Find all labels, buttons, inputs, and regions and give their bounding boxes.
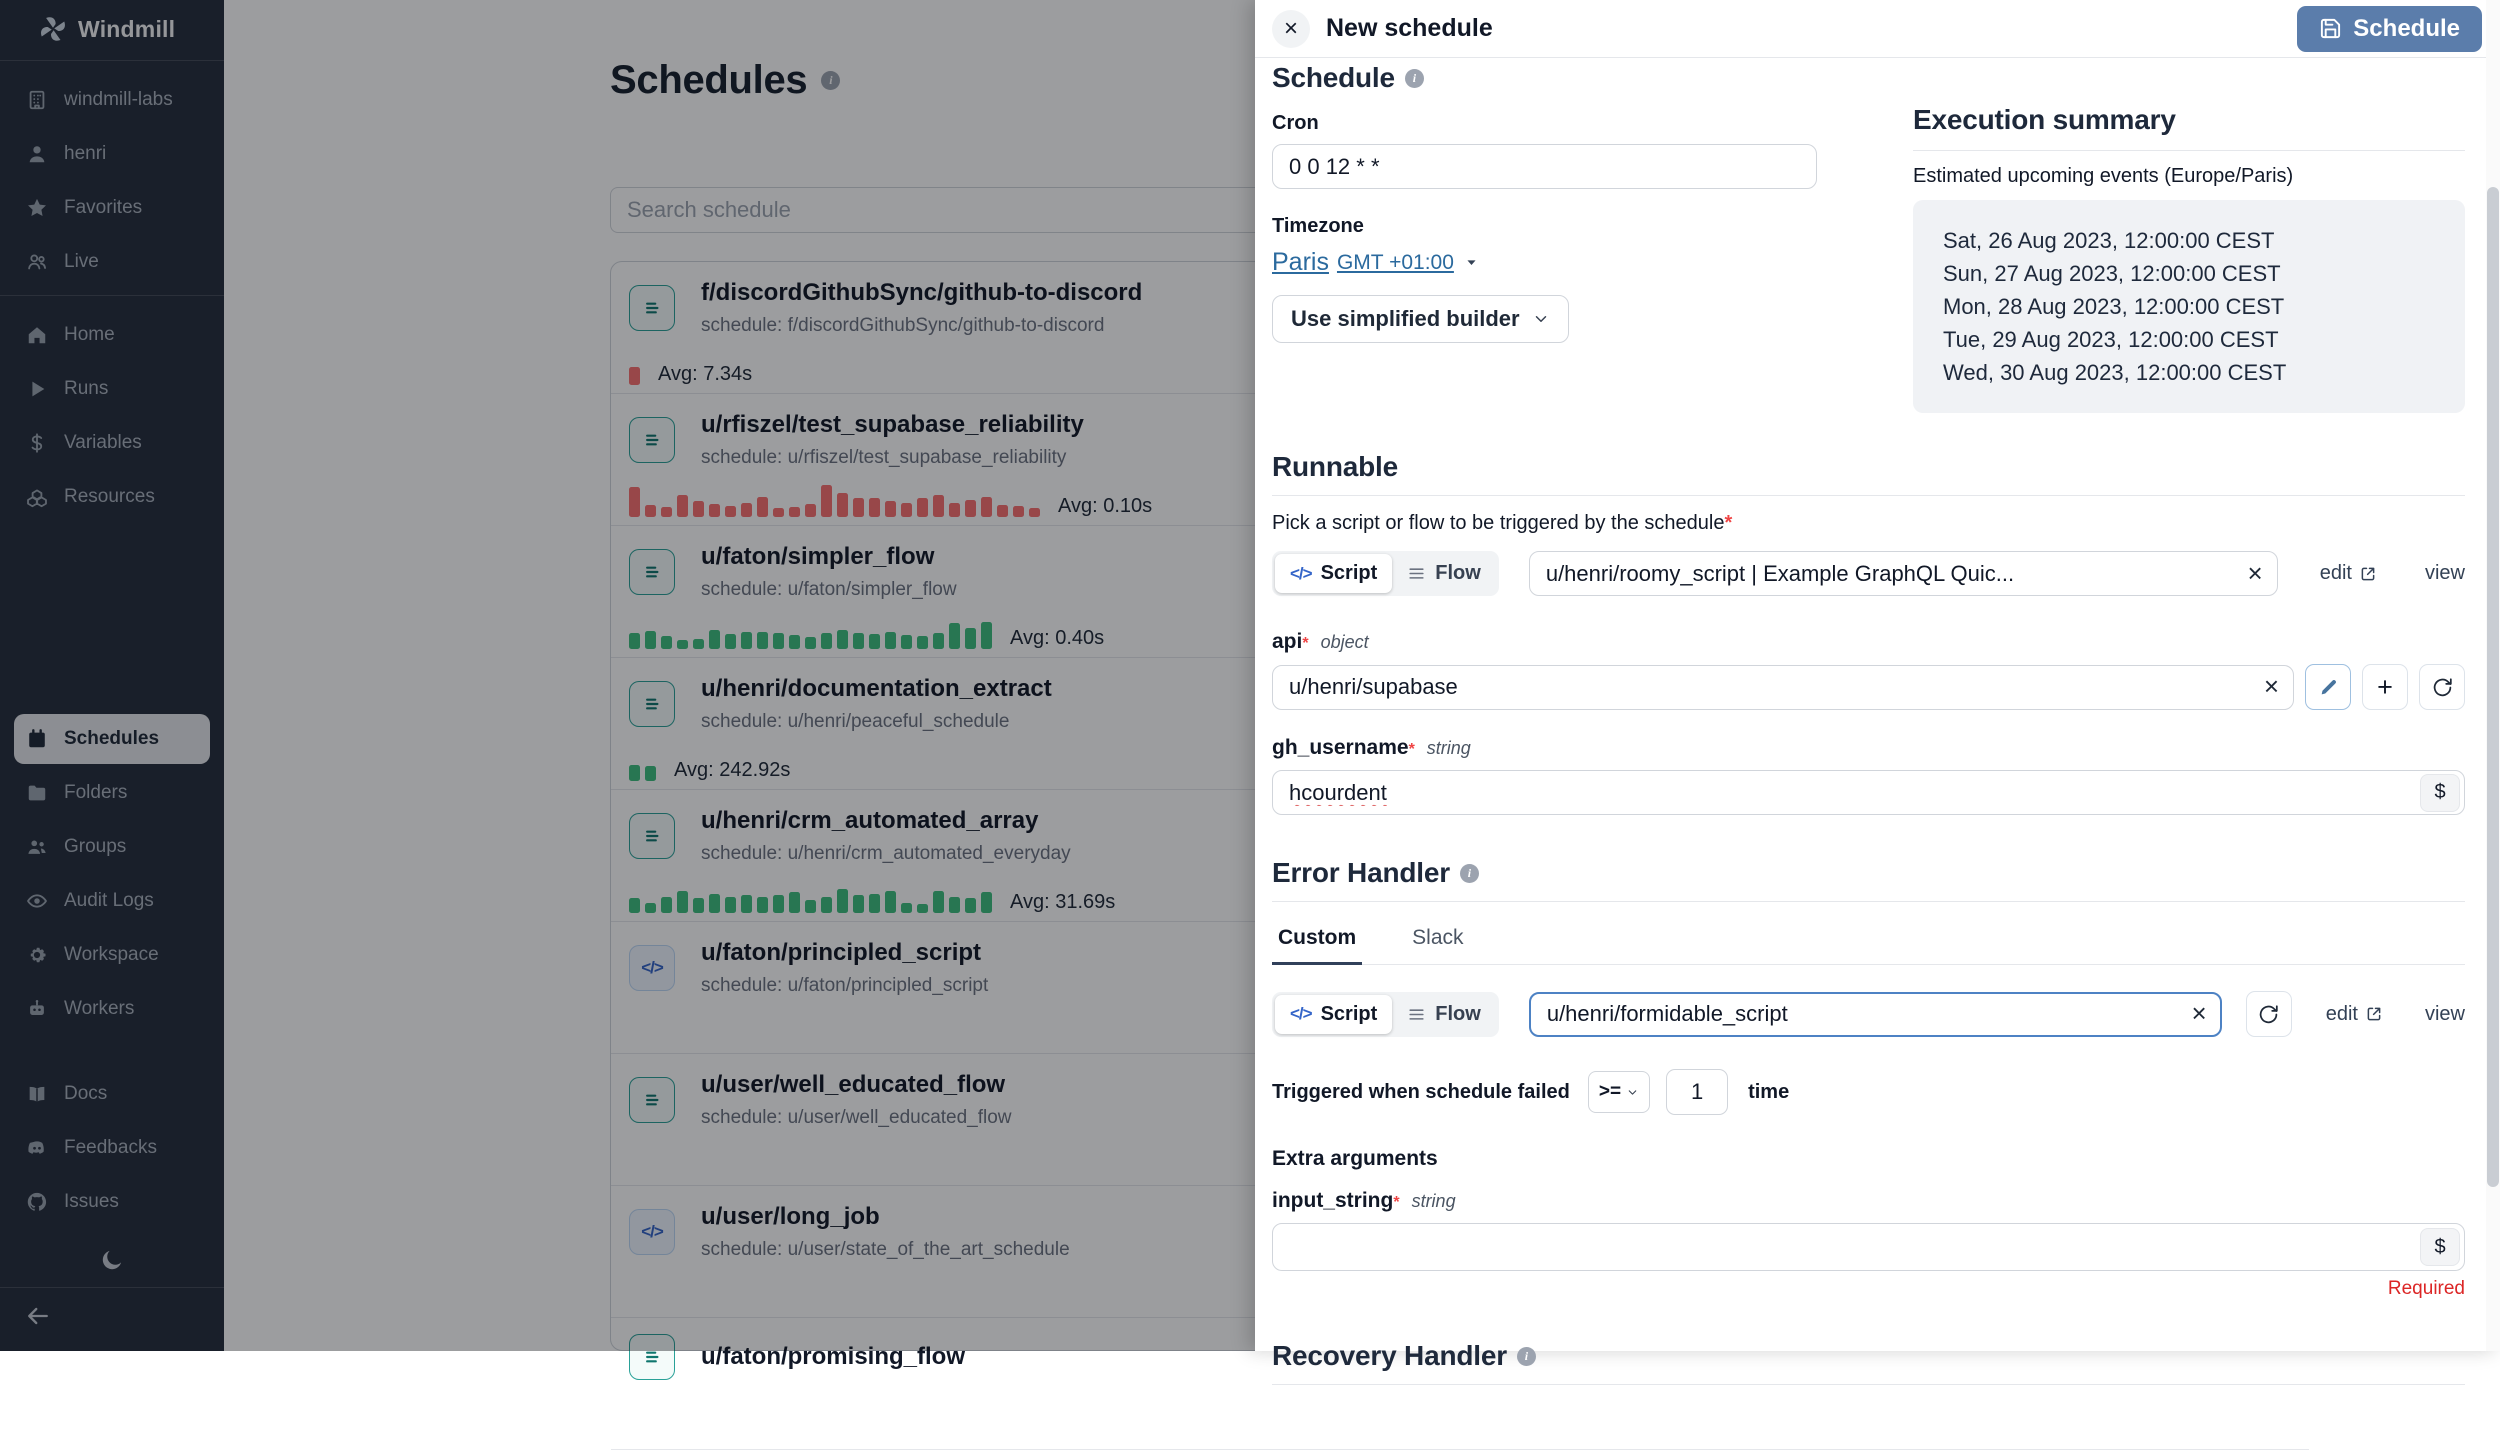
execution-summary [1913, 62, 2465, 413]
time-label: time [1748, 1080, 1790, 1103]
trigger-condition-label: Triggered when schedule failed [1272, 1080, 1570, 1103]
operator-select[interactable]: >= [1588, 1071, 1650, 1113]
chevron-down-icon [1532, 310, 1550, 328]
schedule-path: schedule: u/rfiszel/test_supabase_reliability [701, 447, 1067, 468]
input-string-input[interactable] [1272, 1223, 2465, 1271]
sidebar-item-label: Issues [64, 1191, 119, 1212]
api-arg-type: object [1320, 632, 1369, 652]
upcoming-event: Mon, 28 Aug 2023, 12:00:00 CEST [1943, 294, 2285, 319]
required-asterisk: * [1302, 635, 1309, 652]
timezone-city: Paris [1272, 248, 1329, 276]
cron-input[interactable] [1272, 144, 1817, 189]
sidebar-item-label: Home [64, 324, 115, 345]
gh-arg-type: string [1426, 738, 1471, 758]
add-resource-button[interactable]: + [2362, 664, 2408, 710]
sidebar-item-label: Runs [64, 378, 109, 399]
tab-slack[interactable]: Slack [1412, 926, 1464, 949]
drawer-scrollbar[interactable] [2486, 0, 2500, 1351]
script-flow-toggle [1272, 551, 1499, 596]
runnable-path-input[interactable] [1529, 551, 2278, 596]
toggle-flow[interactable]: Flow [1392, 995, 1496, 1034]
required-asterisk: * [1408, 741, 1415, 758]
sidebar-item-label: Groups [64, 836, 127, 857]
script-icon: </> [629, 1209, 675, 1255]
external-link-icon [2359, 565, 2377, 583]
refresh-icon [2432, 677, 2453, 698]
sidebar-item-label: Live [64, 251, 99, 272]
error-handler-section [1272, 857, 2465, 1300]
recovery-handler-section [1272, 1340, 2465, 1385]
upcoming-event: Tue, 29 Aug 2023, 12:00:00 CEST [1943, 327, 2279, 352]
schedule-name: u/faton/simpler_flow [701, 543, 935, 570]
view-runnable-link[interactable]: view [2424, 562, 2465, 584]
close-drawer-button[interactable]: × [1272, 10, 1310, 48]
error-handler-heading: Error Handler [1272, 857, 1450, 888]
schedule-name: u/user/well_educated_flow [701, 1071, 1006, 1098]
timezone-offset: GMT +01:00 [1336, 250, 1454, 274]
sidebar-item-label: windmill-labs [64, 89, 173, 110]
simplified-builder-button[interactable]: Use simplified builder [1272, 295, 1569, 343]
timezone-select[interactable] [1272, 248, 1817, 277]
average-runtime: Avg: 0.40s [1010, 627, 1105, 649]
script-flow-toggle [1272, 992, 1499, 1037]
schedule-run-history [629, 1394, 2291, 1428]
schedule-path: schedule: u/henri/peaceful_schedule [701, 711, 1010, 732]
schedule-name: u/faton/promising_flow [701, 1343, 965, 1370]
sidebar-item-label: Favorites [64, 197, 143, 218]
drawer-title: New schedule [1326, 14, 1493, 42]
sidebar-item-label: Audit Logs [64, 890, 154, 911]
runnable-section [1272, 451, 2465, 815]
script-icon: </> [629, 945, 675, 991]
sidebar-item-label: Feedbacks [64, 1137, 157, 1158]
code-icon: </> [1290, 1004, 1312, 1023]
variable-picker-button[interactable]: $ [2420, 774, 2460, 812]
timezone-label: Timezone [1272, 215, 1364, 237]
code-icon: </> [1290, 563, 1312, 583]
sidebar-item-label: henri [64, 143, 107, 164]
schedule-path: schedule: u/user/state_of_the_art_schedule [701, 1239, 1070, 1260]
upcoming-event: Wed, 30 Aug 2023, 12:00:00 CEST [1943, 360, 2287, 385]
api-arg-name: api [1272, 630, 1303, 653]
flow-icon [1407, 564, 1426, 583]
info-icon: i [1460, 864, 1479, 883]
refresh-error-handler-button[interactable] [2246, 991, 2292, 1037]
schedule-path: schedule: u/user/well_educated_flow [701, 1107, 1012, 1128]
sidebar-item-label: Variables [64, 432, 142, 453]
runnable-heading: Runnable [1272, 451, 2465, 496]
tab-custom[interactable]: Custom [1272, 916, 1362, 965]
sidebar-item-label: Workers [64, 998, 135, 1019]
schedule-path: schedule: u/faton/simpler_flow [701, 579, 957, 600]
schedule-name: u/user/long_job [701, 1203, 880, 1230]
edit-runnable-link[interactable]: edit [2320, 562, 2377, 585]
modal-overlay[interactable] [0, 0, 1255, 1351]
save-icon [2319, 17, 2342, 40]
upcoming-event: Sat, 26 Aug 2023, 12:00:00 CEST [1943, 228, 2275, 253]
error-handler-tabs [1272, 916, 2465, 965]
chevron-down-icon [1626, 1086, 1639, 1099]
schedule-name: u/henri/documentation_extract [701, 675, 1052, 702]
average-runtime: Avg: 7.34s [658, 363, 753, 385]
variable-picker-button[interactable]: $ [2420, 1228, 2460, 1266]
schedule-path: schedule: f/discordGithubSync/github-to-discord [701, 315, 1105, 336]
info-icon: i [1517, 1347, 1536, 1366]
sidebar-item-label: Docs [64, 1083, 108, 1104]
average-runtime: Avg: 242.92s [674, 759, 791, 781]
error-handler-path-input[interactable] [1529, 992, 2222, 1037]
caret-down-icon [1464, 255, 1479, 270]
page-title: Schedules [610, 58, 808, 102]
execution-summary-heading: Execution summary [1913, 104, 2465, 151]
pick-runnable-label: Pick a script or flow to be triggered by the schedule [1272, 512, 1725, 534]
refresh-icon [2258, 1004, 2279, 1025]
gh-username-input[interactable] [1272, 770, 2465, 815]
input-string-arg-type: string [1411, 1191, 1456, 1211]
brand-name: Windmill [78, 15, 176, 42]
edit-resource-button[interactable] [2305, 664, 2351, 710]
required-asterisk: * [1724, 512, 1733, 534]
pencil-icon [2318, 677, 2339, 698]
extra-arguments-heading: Extra arguments [1272, 1147, 1438, 1170]
sidebar-item-label: Resources [64, 486, 155, 507]
schedule-section-heading: Schedule [1272, 62, 1395, 93]
execution-summary-subtitle: Estimated upcoming events (Europe/Paris) [1913, 165, 2294, 187]
save-schedule-button[interactable]: Schedule [2297, 6, 2482, 52]
scrollbar-thumb[interactable] [2487, 187, 2499, 1187]
required-asterisk: * [1393, 1194, 1400, 1211]
drawer-body [1255, 58, 2486, 1371]
new-schedule-drawer [1255, 0, 2500, 1371]
upcoming-event: Sun, 27 Aug 2023, 12:00:00 CEST [1943, 261, 2281, 286]
schedule-name: u/rfiszel/test_supabase_reliability [701, 411, 1084, 438]
average-runtime: Avg: 0.10s [1058, 495, 1153, 517]
required-message: Required [2387, 1278, 2465, 1299]
schedule-name: u/henri/crm_automated_array [701, 807, 1039, 834]
recovery-handler-heading: Recovery Handler [1272, 1340, 1507, 1371]
schedule-name: u/faton/principled_script [701, 939, 982, 966]
refresh-resource-button[interactable] [2419, 664, 2465, 710]
info-icon: i [1405, 69, 1424, 88]
schedule-name: f/discordGithubSync/github-to-discord [701, 279, 1143, 306]
toggle-script[interactable]: </> Script [1275, 554, 1392, 593]
schedule-path: schedule: u/faton/principled_script [701, 975, 989, 996]
average-runtime: Avg: 31.69s [1010, 891, 1116, 913]
flow-icon [1407, 1005, 1426, 1024]
failure-count-input[interactable] [1666, 1069, 1728, 1115]
cron-label: Cron [1272, 112, 1319, 134]
input-string-arg-name: input_string [1272, 1189, 1394, 1212]
schedule-path: schedule: u/henri/crm_automated_everyday [701, 843, 1071, 864]
info-icon: i [821, 71, 840, 90]
gh-arg-name: gh_username [1272, 736, 1409, 759]
toggle-script[interactable]: </> Script [1275, 995, 1392, 1034]
view-error-handler-link[interactable]: view [2424, 1002, 2465, 1025]
sidebar-item-label: Schedules [64, 728, 160, 749]
toggle-flow[interactable]: Flow [1392, 554, 1496, 593]
api-resource-input[interactable] [1272, 665, 2294, 710]
clear-error-handler-icon[interactable]: × [2191, 997, 2207, 1028]
clear-api-icon[interactable]: × [2263, 670, 2279, 701]
external-link-icon [2365, 1005, 2383, 1023]
edit-error-handler-link[interactable]: edit [2326, 1003, 2383, 1026]
sidebar-item-label: Workspace [64, 944, 159, 965]
drawer-header [1255, 0, 2500, 58]
upcoming-events-panel [1913, 200, 2465, 413]
sidebar-item-label: Folders [64, 782, 128, 803]
clear-runnable-icon[interactable]: × [2247, 557, 2263, 588]
